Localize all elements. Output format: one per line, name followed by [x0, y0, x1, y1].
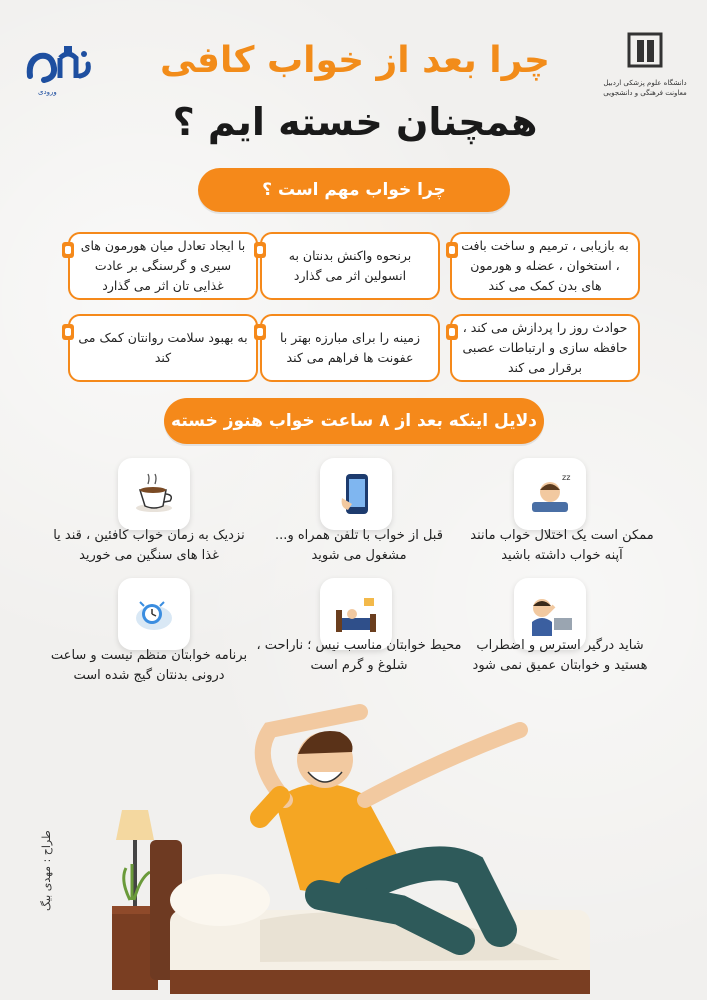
stretching-man-illustration [100, 700, 600, 1000]
reason-text-5: محیط خوابتان مناسب نیس ؛ ناراحت ، شلوغ و گرم است [256, 638, 462, 673]
right-logo-line1: دانشگاه علوم پزشکی اردبیل [603, 79, 687, 87]
left-logo [24, 38, 94, 96]
reason-icon-box-1 [514, 458, 586, 530]
card-connector-tab [62, 324, 74, 340]
card-connector-tab [254, 324, 266, 340]
brand-logo-icon [24, 38, 94, 90]
importance-card-1: به بازیابی ، ترمیم و ساخت بافت ، استخوان ، عضله و هورمون های بدن کمک می کند [450, 232, 640, 300]
stressed-person-icon [524, 588, 576, 640]
reason-text-1: ممکن است یک اختلال خواب مانند آپنه خواب داشته باشید [470, 528, 654, 563]
reason-icon-box-3 [118, 458, 190, 530]
card-connector-tab [62, 242, 74, 258]
reason-text-2: قبل از خواب با تلفن همراه و... مشغول می شوید [275, 528, 443, 563]
importance-card-4: حوادث روز را پردازش می کند ، حافظه سازی و ارتباطات عصبی برقرار می کند [450, 314, 640, 382]
card-connector-tab [446, 242, 458, 258]
messy-bedroom-icon [330, 588, 382, 640]
reason-text-4: شاید درگیر استرس و اضطراب هستید و خوابتان عمیق نمی شود [472, 638, 648, 673]
reason-icon-box-2 [320, 458, 392, 530]
section-reasons-title: دلایل اینکه بعد از ۸ ساعت خواب هنوز خسته [164, 398, 544, 444]
title-line-1: چرا بعد از خواب کافی [160, 40, 550, 81]
smartphone-icon [330, 468, 382, 520]
right-logo [600, 30, 690, 120]
sleeping-person-icon [524, 468, 576, 520]
importance-card-2: برنحوه واکنش بدنتان به انسولین اثر می گذارد [260, 232, 440, 300]
svg-text:zz: zz [562, 473, 571, 482]
right-logo-line2: معاونت فرهنگی و دانشجویی [603, 89, 687, 97]
alarm-clock-icon [128, 588, 180, 640]
reason-icon-box-6 [118, 578, 190, 650]
importance-card-3: با ایجاد تعادل میان هورمون های سیری و گرسنگی بر عادت غذایی تان اثر می گذارد [68, 232, 258, 300]
importance-card-5: زمینه را برای مبارزه بهتر با عفونت ها فراهم می کند [260, 314, 440, 382]
university-emblem-icon [625, 30, 665, 70]
left-logo-caption: ورودی [38, 88, 57, 96]
card-connector-tab [254, 242, 266, 258]
designer-credit: طراح : مهدی بیگ [40, 830, 53, 911]
card-connector-tab [446, 324, 458, 340]
coffee-cup-icon [128, 468, 180, 520]
section-importance-title: چرا خواب مهم است ؟ [198, 168, 510, 212]
reason-text-3: نزدیک به زمان خواب کافئین ، قند یا غذا های سنگین می خورید [53, 528, 245, 563]
title-line-2: همچنان خسته ایم ؟ [172, 100, 538, 144]
reason-text-6: برنامه خوابتان منظم نیست و ساعت درونی بدنتان گیج شده است [50, 648, 248, 683]
importance-card-6: به بهبود سلامت روانتان کمک می کند [68, 314, 258, 382]
